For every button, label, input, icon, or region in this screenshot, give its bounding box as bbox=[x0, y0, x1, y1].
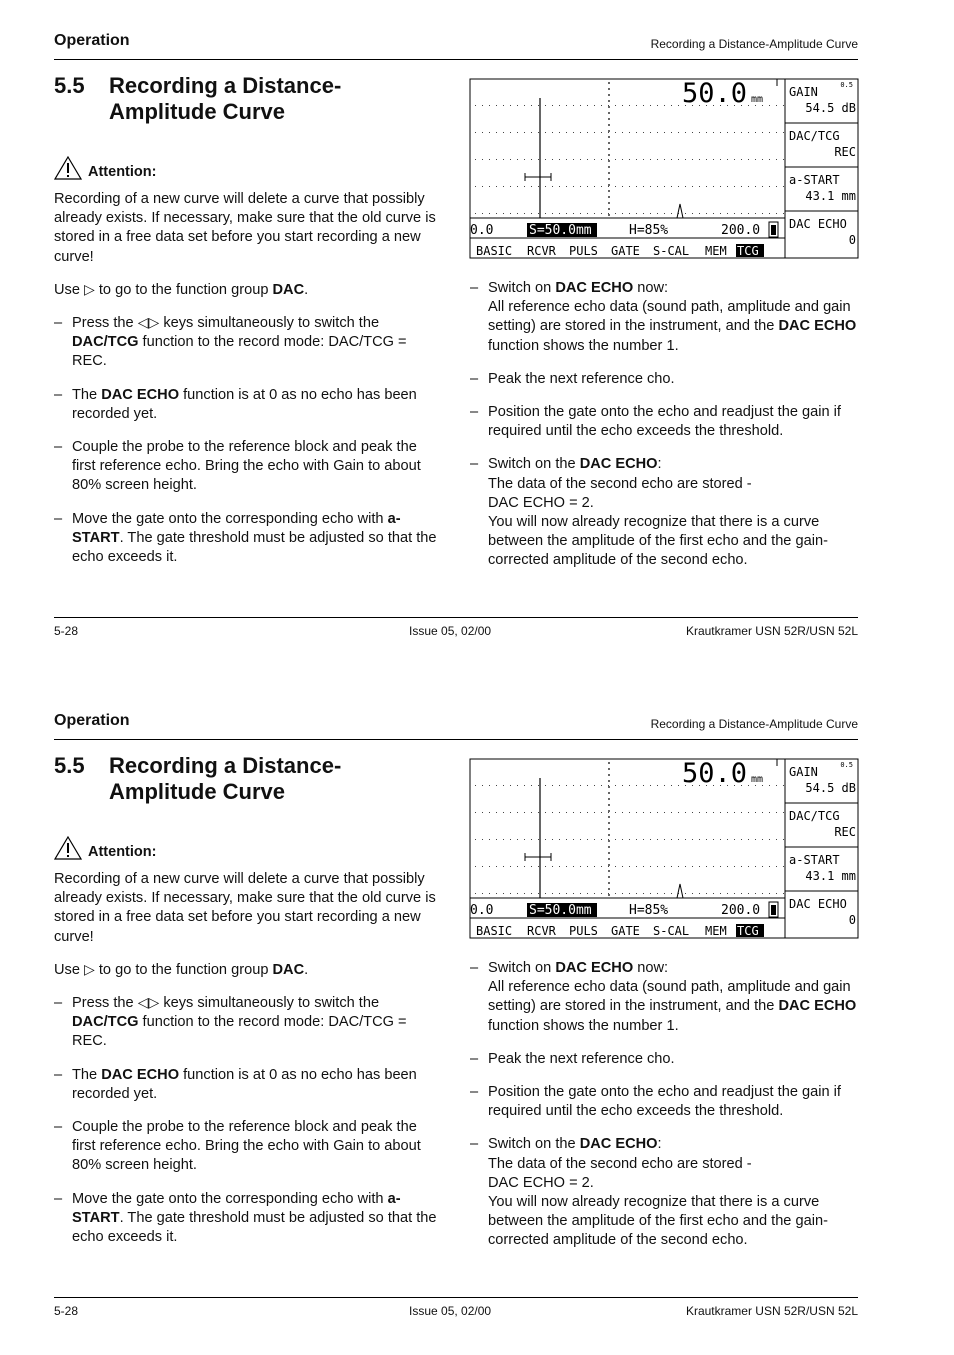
section-title-line2: Amplitude Curve bbox=[109, 99, 286, 124]
left-right-keys-icon: ◁▷ bbox=[137, 315, 160, 332]
side-value: REC bbox=[834, 145, 856, 159]
warning-triangle-icon bbox=[54, 156, 82, 180]
header-rule bbox=[54, 59, 858, 60]
footer-page-number: 5-28 bbox=[54, 624, 79, 638]
menu-item-basic[interactable]: BASIC bbox=[476, 924, 513, 938]
side-step: 0.5 bbox=[840, 81, 853, 89]
menu-item-gate[interactable]: GATE bbox=[611, 924, 640, 938]
list-item: – Couple the probe to the reference block and peak the first reference echo. Bring the echo with Gain to about 80% screen height. bbox=[54, 1119, 421, 1174]
left-column bbox=[54, 870, 444, 1261]
height-readout: H=85% bbox=[629, 903, 669, 918]
list-item: – The DAC ECHO function is at 0 as no echo has been recorded yet. bbox=[54, 386, 417, 422]
footer-issue: Issue 05, 02/00 bbox=[409, 1304, 492, 1318]
second-echo bbox=[677, 884, 683, 898]
menu-item-s-cal[interactable]: S-CAL bbox=[653, 244, 690, 258]
manual-page bbox=[0, 680, 954, 1355]
instrument-screen bbox=[469, 78, 859, 259]
footer-product: Krautkramer USN 52R/USN 52L bbox=[685, 1304, 858, 1318]
list-item: – Switch on the DAC ECHO: The data of the second echo are stored - DAC ECHO = 2. You will now already recognize that there is a curve between the amplitude of the first echo and the gain-corrected amplitude of the second echo. bbox=[470, 456, 828, 569]
left-column bbox=[54, 190, 444, 581]
menu-item-rcvr[interactable]: RCVR bbox=[527, 244, 556, 258]
side-panel bbox=[785, 81, 858, 247]
menu-item-tcg[interactable]: TCG bbox=[737, 924, 759, 938]
attention-note bbox=[54, 156, 156, 180]
section-title-line2: Amplitude Curve bbox=[109, 779, 286, 804]
header-rule bbox=[54, 739, 858, 740]
list-item: – Position the gate onto the echo and readjust the gain if required until the echo exceeds the threshold. bbox=[470, 404, 841, 440]
intro-paragraph: Recording of a new curve will delete a curve that possibly already exists. If necessary, make sure that the old curve is stored in a free data set before you start recording a new curve! bbox=[54, 871, 436, 945]
reading-unit: mm bbox=[751, 774, 764, 785]
attention-label: Attention: bbox=[88, 164, 157, 180]
side-label: GAIN bbox=[789, 765, 818, 779]
side-label: DAC/TCG bbox=[789, 809, 840, 823]
use-paragraph: Use ▷ to go to the function group DAC. bbox=[54, 281, 309, 298]
height-readout: H=85% bbox=[629, 223, 669, 238]
side-value: 43.1 mm bbox=[805, 869, 856, 883]
section-title bbox=[54, 73, 341, 125]
cursor-readout: S=50.0mm bbox=[529, 903, 592, 918]
range-end: 200.0 bbox=[721, 223, 761, 238]
left-right-keys-icon: ◁▷ bbox=[137, 995, 160, 1012]
instrument-screen bbox=[469, 758, 859, 939]
side-value: 43.1 mm bbox=[805, 189, 856, 203]
section-title bbox=[54, 753, 341, 805]
footer-rule bbox=[54, 1297, 858, 1298]
footer-product: Krautkramer USN 52R/USN 52L bbox=[685, 624, 858, 638]
graticule bbox=[475, 785, 784, 894]
menu-bar bbox=[476, 244, 764, 258]
warning-triangle-icon bbox=[54, 836, 82, 860]
footer-page-number: 5-28 bbox=[54, 1304, 79, 1318]
menu-item-gate[interactable]: GATE bbox=[611, 244, 640, 258]
menu-item-mem[interactable]: MEM bbox=[705, 244, 727, 258]
intro-paragraph: Recording of a new curve will delete a curve that possibly already exists. If necessary, make sure that the old curve is stored in a free data set before you start recording a new curve! bbox=[54, 191, 436, 265]
list-item: – Switch on DAC ECHO now: All reference echo data (sound path, amplitude and gain setting) are stored in the instrument, and the DAC ECHO function shows the number 1. bbox=[470, 960, 857, 1034]
list-item: – Press the ◁▷ keys simultaneously to switch the DAC/TCG function to the record mode: DAC/TCG = REC. bbox=[54, 315, 407, 370]
menu-item-tcg[interactable]: TCG bbox=[737, 244, 759, 258]
right-arrow-key-icon: ▷ bbox=[84, 281, 95, 298]
side-step: 0.5 bbox=[840, 761, 853, 769]
side-value: 0 bbox=[848, 233, 856, 247]
range-end: 200.0 bbox=[721, 903, 761, 918]
menu-item-mem[interactable]: MEM bbox=[705, 924, 727, 938]
graticule bbox=[475, 105, 784, 214]
menu-item-puls[interactable]: PULS bbox=[569, 924, 598, 938]
side-value: 0 bbox=[848, 913, 856, 927]
header-section: Operation bbox=[54, 32, 130, 49]
section-number: 5.5 bbox=[54, 73, 85, 98]
header-chapter: Recording a Distance-Amplitude Curve bbox=[650, 717, 858, 731]
side-label: DAC/TCG bbox=[789, 129, 840, 143]
right-column bbox=[470, 959, 860, 1265]
footer-rule bbox=[54, 617, 858, 618]
footer-issue: Issue 05, 02/00 bbox=[409, 624, 492, 638]
use-paragraph: Use ▷ to go to the function group DAC. bbox=[54, 961, 309, 978]
reading-value: 50.0 bbox=[681, 758, 747, 789]
menu-item-s-cal[interactable]: S-CAL bbox=[653, 924, 690, 938]
manual-page bbox=[0, 0, 954, 675]
attention-label: Attention: bbox=[88, 844, 157, 860]
list-item: – Position the gate onto the echo and readjust the gain if required until the echo exceeds the threshold. bbox=[470, 1084, 841, 1120]
header-section: Operation bbox=[54, 712, 130, 729]
attention-note bbox=[54, 836, 156, 860]
side-label: GAIN bbox=[789, 85, 818, 99]
side-value: 54.5 dB bbox=[805, 101, 856, 115]
list-item: – Switch on the DAC ECHO: The data of the second echo are stored - DAC ECHO = 2. You will now already recognize that there is a curve between the amplitude of the first echo and the gain-corrected amplitude of the second echo. bbox=[470, 1136, 828, 1249]
list-item: – Couple the probe to the reference block and peak the first reference echo. Bring the echo with Gain to about 80% screen height. bbox=[54, 439, 421, 494]
second-echo bbox=[677, 204, 683, 218]
side-label: a-START bbox=[789, 853, 840, 867]
list-item: – Move the gate onto the corresponding echo with a-START. The gate threshold must be adjusted so that the echo exceeds it. bbox=[54, 510, 437, 566]
right-column bbox=[470, 279, 860, 585]
section-title-line1: Recording a Distance- bbox=[109, 753, 342, 778]
section-number: 5.5 bbox=[54, 753, 85, 778]
list-item: – Peak the next reference cho. bbox=[470, 370, 675, 387]
menu-bar bbox=[476, 924, 764, 938]
side-label: a-START bbox=[789, 173, 840, 187]
menu-item-puls[interactable]: PULS bbox=[569, 244, 598, 258]
range-start: 0.0 bbox=[470, 223, 494, 238]
side-label: DAC ECHO bbox=[789, 897, 847, 911]
gate-bar bbox=[525, 173, 551, 181]
menu-item-basic[interactable]: BASIC bbox=[476, 244, 513, 258]
right-arrow-key-icon: ▷ bbox=[84, 961, 95, 978]
menu-item-rcvr[interactable]: RCVR bbox=[527, 924, 556, 938]
side-label: DAC ECHO bbox=[789, 217, 847, 231]
section-title-line1: Recording a Distance- bbox=[109, 73, 342, 98]
header-chapter: Recording a Distance-Amplitude Curve bbox=[650, 37, 858, 51]
list-item: – Move the gate onto the corresponding echo with a-START. The gate threshold must be adjusted so that the echo exceeds it. bbox=[54, 1190, 437, 1246]
list-item: – Switch on DAC ECHO now: All reference echo data (sound path, amplitude and gain setting) are stored in the instrument, and the DAC ECHO function shows the number 1. bbox=[470, 280, 857, 354]
side-value: 54.5 dB bbox=[805, 781, 856, 795]
reading-value: 50.0 bbox=[681, 78, 747, 109]
cursor-readout: S=50.0mm bbox=[529, 223, 592, 238]
list-item: – The DAC ECHO function is at 0 as no echo has been recorded yet. bbox=[54, 1066, 417, 1102]
side-value: REC bbox=[834, 825, 856, 839]
gate-bar bbox=[525, 853, 551, 861]
range-start: 0.0 bbox=[470, 903, 494, 918]
list-item: – Press the ◁▷ keys simultaneously to switch the DAC/TCG function to the record mode: DAC/TCG = REC. bbox=[54, 995, 407, 1050]
list-item: – Peak the next reference cho. bbox=[470, 1050, 675, 1067]
side-panel bbox=[785, 761, 858, 927]
reading-unit: mm bbox=[751, 94, 764, 105]
